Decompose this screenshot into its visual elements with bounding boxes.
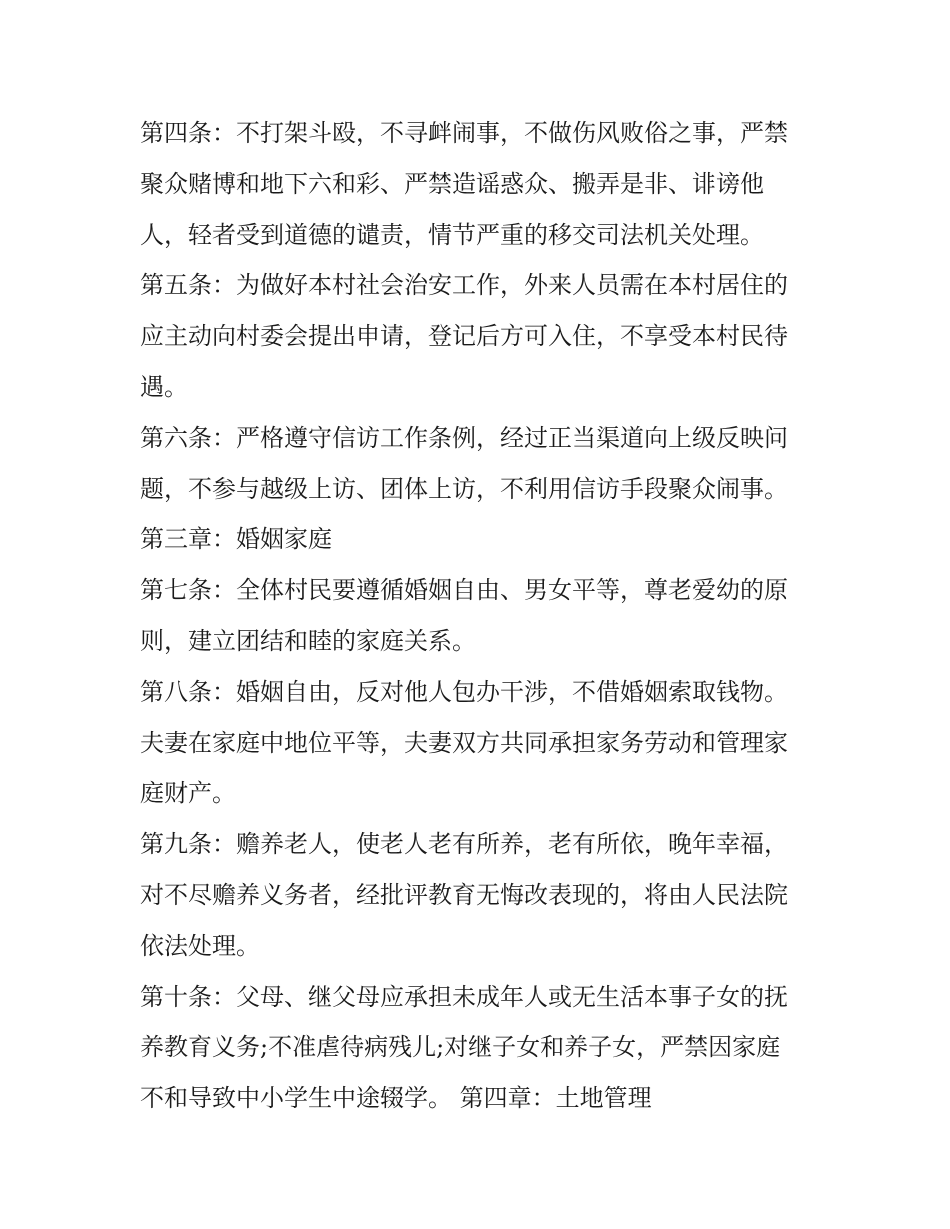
text-line: 第六条：严格遵守信访工作条例，经过正当渠道向上级反映问 — [140, 423, 788, 452]
text-line: 遇。 — [140, 372, 188, 401]
text-line: 庭财产。 — [140, 779, 236, 808]
document-body — [140, 108, 820, 1124]
chapter-heading: 第三章：婚姻家庭 — [140, 525, 332, 554]
text-line: 夫妻在家庭中地位平等，夫妻双方共同承担家务劳动和管理家 — [140, 728, 788, 757]
text-line: 第四条：不打架斗殴，不寻衅闹事，不做伤风败俗之事，严禁 — [140, 119, 788, 147]
text-line: 聚众赌博和地下六和彩、严禁造谣惑众、搬弄是非、诽谤他 — [140, 169, 764, 198]
text-line: 应主动向村委会提出申请，登记后方可入住，不享受本村民待 — [140, 322, 788, 351]
text-line: 题，不参与越级上访、团体上访，不利用信访手段聚众闹事。 — [140, 474, 788, 503]
text-line: 人，轻者受到道德的谴责，情节严重的移交司法机关处理。 — [140, 220, 764, 249]
text-line: 第八条：婚姻自由，反对他人包办干涉，不借婚姻索取钱物。 — [140, 677, 788, 706]
text-line: 第五条：为做好本村社会治安工作，外来人员需在本村居住的 — [140, 271, 788, 300]
text-line: 依法处理。 — [140, 931, 260, 960]
text-line: 第十条：父母、继父母应承担未成年人或无生活本事子女的抚 — [140, 982, 788, 1011]
text-line: 第七条：全体村民要遵循婚姻自由、男女平等，尊老爱幼的原 — [140, 576, 788, 605]
text-line: 养教育义务;不准虐待病残儿;对继子女和养子女，严禁因家庭 — [140, 1033, 781, 1062]
text-line: 第九条：赡养老人，使老人老有所养，老有所依，晚年幸福， — [140, 830, 788, 859]
text-line: 不和导致中小学生中途辍学。 第四章：土地管理 — [140, 1084, 652, 1113]
text-line: 对不尽赡养义务者，经批评教育无悔改表现的，将由人民法院 — [140, 880, 788, 909]
text-line: 则，建立团结和睦的家庭关系。 — [140, 626, 476, 655]
